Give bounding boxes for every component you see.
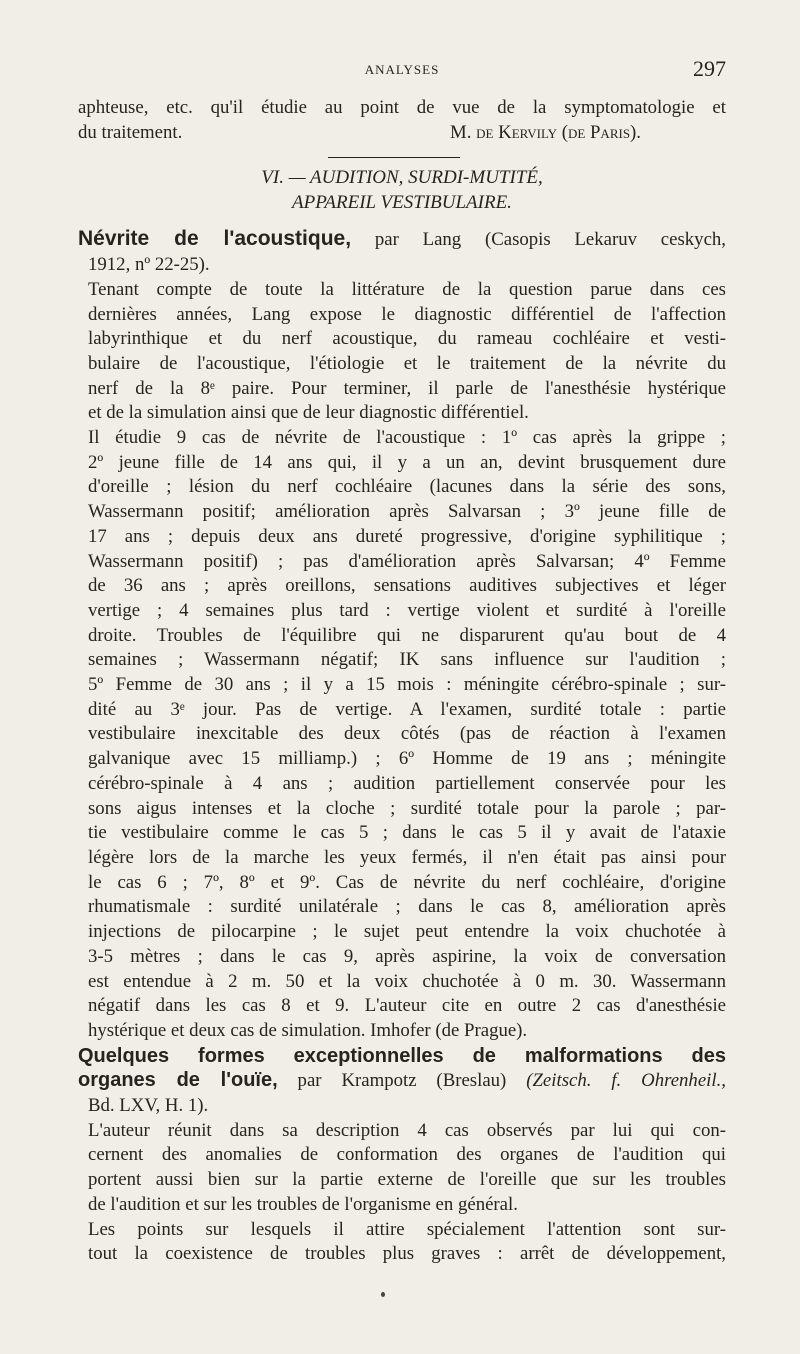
text-line: hystérique et deux cas de simulation. Imhofer (de Prague). bbox=[88, 1019, 528, 1041]
text-line: de 36 ans ; après oreillons, sensations auditives subjectives et léger bbox=[88, 575, 726, 597]
article-byline: par Lang (Casopis Lekaruv ceskych, bbox=[351, 229, 726, 251]
text-line: d'oreille ; lésion du nerf cochléaire (lacunes dans la série des sons, bbox=[88, 476, 726, 498]
text-line: Tenant compte de toute la littérature de la question parue dans ces bbox=[88, 278, 726, 300]
ink-spot bbox=[381, 1292, 385, 1297]
text-line: et de la simulation ainsi que de leur diagnostic différentiel. bbox=[88, 402, 529, 424]
article-title-text: organes de l'ouïe, bbox=[78, 1069, 278, 1092]
page-body bbox=[78, 96, 726, 1267]
text-line: rhumatismale : surdité unilatérale ; dans le cas 8, amélioration après bbox=[88, 896, 726, 918]
running-head bbox=[78, 56, 726, 86]
article-byline: 1912, nº 22-25). bbox=[88, 254, 210, 276]
text-line: Les points sur lesquels il attire spécialement l'attention sont sur- bbox=[88, 1218, 726, 1240]
text-line: est entendue à 2 m. 50 et la voix chuchotée à 0 m. 30. Wassermann bbox=[88, 970, 726, 992]
text-line: vertige ; 4 semaines plus tard : vertige violent et surdité à l'oreille bbox=[88, 599, 726, 621]
text-line: vestibulaire inexcitable des deux côtés (pas de réaction à l'examen bbox=[88, 723, 726, 745]
text-line: Wassermann positif) ; pas d'amélioration après Salvarsan; 4º Femme bbox=[88, 550, 726, 572]
text-line: bulaire de l'acoustique, l'étiologie et le traitement de la névrite du bbox=[88, 352, 726, 374]
text-line: labyrinthique et du nerf acoustique, du rameau cochléaire et vesti- bbox=[88, 328, 726, 350]
article-title bbox=[78, 227, 726, 277]
text-line: droite. Troubles de l'équilibre qui ne disparurent qu'au bout de 4 bbox=[88, 624, 726, 646]
text-line: 2º jeune fille de 14 ans qui, il y a un an, devint brusquement dure bbox=[88, 451, 726, 473]
section-heading bbox=[78, 165, 726, 215]
text-line: portent aussi bien sur la partie externe de l'oreille que sur les troubles bbox=[88, 1169, 726, 1191]
text-line: du traitement. bbox=[78, 121, 183, 143]
text-line: dité au 3ᵉ jour. Pas de vertige. A l'examen, surdité totale : partie bbox=[88, 698, 726, 720]
article-paragraph bbox=[78, 1218, 726, 1267]
article-paragraph bbox=[78, 278, 726, 426]
signature-line bbox=[78, 121, 726, 146]
text-line: galvanique avec 15 milliamp.) ; 6º Homme de 19 ans ; méningite bbox=[88, 748, 726, 770]
text-line: cernent des anomalies de conformation des organes de l'audition qui bbox=[88, 1144, 726, 1166]
text-line: tie vestibulaire comme le cas 5 ; dans le cas 5 il y avait de l'ataxie bbox=[88, 822, 726, 844]
text-line: nerf de la 8ᵉ paire. Pour terminer, il parle de l'anesthésie hystérique bbox=[88, 377, 726, 399]
text-line: L'auteur réunit dans sa description 4 cas observés par lui qui con- bbox=[88, 1119, 726, 1141]
text-line: négatif dans les cas 8 et 9. L'auteur cite en outre 2 cas d'anesthésie bbox=[88, 995, 726, 1017]
text-line: 5º Femme de 30 ans ; il y a 15 mois : méningite cérébro-spinale ; sur- bbox=[88, 674, 726, 696]
section-rule bbox=[328, 157, 460, 158]
article-title-text: Quelques formes exceptionnelles de malformations des bbox=[78, 1044, 726, 1067]
intro-paragraph bbox=[78, 96, 726, 145]
text-line: tout la coexistence de troubles plus graves : arrêt de développement, bbox=[88, 1243, 726, 1265]
article-title bbox=[78, 1044, 726, 1119]
journal-name: (Zeitsch. f. Ohrenheil., bbox=[526, 1070, 726, 1092]
text-line: Il étudie 9 cas de névrite de l'acoustique : 1º cas après la grippe ; bbox=[88, 427, 726, 449]
text-line: cérébro-spinale à 4 ans ; audition partiellement conservée pour les bbox=[88, 772, 726, 794]
text-line: 17 ans ; depuis deux ans dureté progressive, d'origine syphilitique ; bbox=[88, 525, 726, 547]
signature: M. de Kervily (de Paris). bbox=[450, 121, 641, 143]
text-line: aphteuse, etc. qu'il étudie au point de vue de la symptomatologie et bbox=[78, 97, 726, 118]
article-byline: Bd. LXV, H. 1). bbox=[88, 1095, 209, 1117]
text-line: sons aigus intenses et la cloche ; surdité totale pour la parole ; par- bbox=[88, 797, 726, 819]
page-number: 297 bbox=[693, 56, 726, 81]
running-head-title: ANALYSES bbox=[364, 62, 440, 77]
text-line: le cas 6 ; 7º, 8º et 9º. Cas de névrite du nerf cochléaire, d'origine bbox=[88, 871, 726, 893]
text-line: semaines ; Wassermann négatif; IK sans influence sur l'audition ; bbox=[88, 649, 726, 671]
text-line: dernières années, Lang expose le diagnostic différentiel de l'affection bbox=[88, 303, 726, 325]
article-paragraph bbox=[78, 426, 726, 1044]
article-title-text: Névrite de l'acoustique, bbox=[78, 227, 352, 251]
text-line: 3-5 mètres ; dans le cas 9, après aspirine, la voix de conversation bbox=[88, 945, 726, 967]
text-line: légère lors de la marche les yeux fermés, il n'en était pas ainsi pour bbox=[88, 846, 726, 868]
article-byline: par Krampotz (Breslau) bbox=[277, 1070, 527, 1092]
text-line: Wassermann positif; amélioration après Salvarsan ; 3º jeune fille de bbox=[88, 501, 726, 523]
section-heading-line: VI. — AUDITION, SURDI-MUTITÉ, bbox=[261, 167, 543, 189]
text-line: de l'audition et sur les troubles de l'organisme en général. bbox=[88, 1193, 518, 1215]
text-line: injections de pilocarpine ; le sujet peut entendre la voix chuchotée à bbox=[88, 921, 726, 943]
article-paragraph bbox=[78, 1119, 726, 1218]
section-heading-line: APPAREIL VESTIBULAIRE. bbox=[292, 192, 512, 214]
